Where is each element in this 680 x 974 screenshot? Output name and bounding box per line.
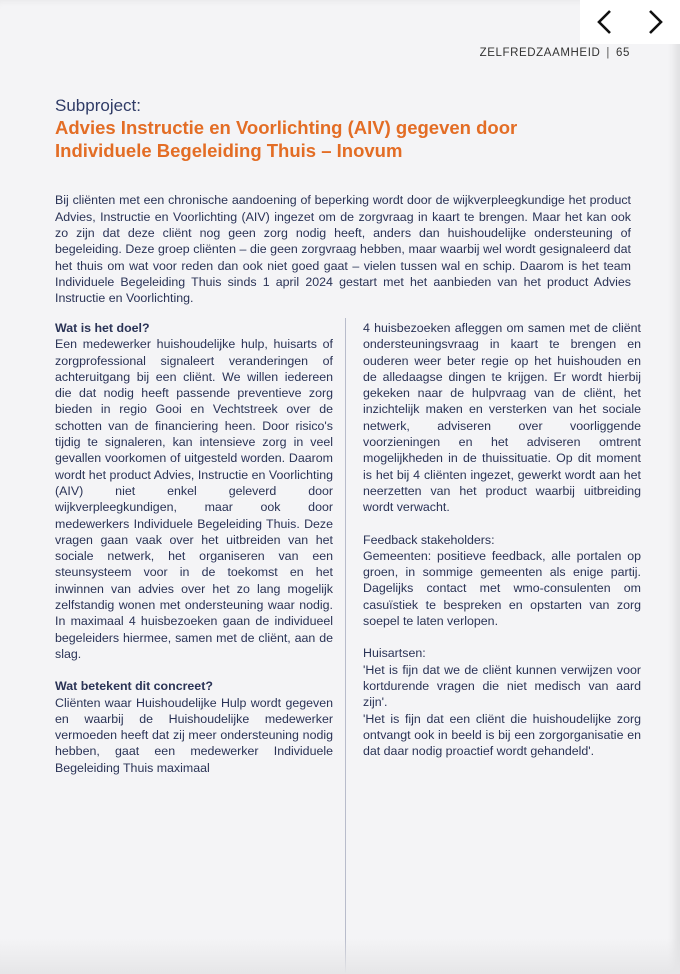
main-title-line-2: Individuele Begeleiding Thuis – Inovum: [55, 140, 403, 161]
feedback-heading: Feedback stakeholders:: [363, 532, 495, 547]
next-page-button[interactable]: [635, 2, 675, 42]
left-column: [55, 320, 333, 776]
previous-page-button[interactable]: [585, 2, 625, 42]
subproject-label: Subproject:: [55, 96, 141, 115]
title-block: [55, 96, 615, 162]
section-name: ZELFREDZAAMHEID: [479, 47, 601, 59]
header-separator: |: [606, 47, 610, 59]
right-column: [363, 320, 641, 759]
concreet-paragraph: Cliënten waar Huishoudelijke Hulp wordt gegeven en waarbij de Huishoudelijke medewerker vermoeden heeft dat zij meer ondersteuning nodig hebben, gaat een medewerker Individuele Begeleiding Thuis maximaal: [55, 695, 333, 775]
chevron-left-icon: [594, 8, 616, 36]
continued-paragraph: 4 huisbezoeken afleggen om samen met de cliënt ondersteuningsvraag in kaart te brengen en ouderen weer beter regie op het huishouden en de alledaagse dingen te krijgen. Er wordt hierbij gekeken naar de hulpvraag van de cliënt, het inzichtelijk maken en versterken van het sociale netwerk, adviseren over voorliggende voorzieningen en het adviseren omtrent mogelijkheden in de thuissituatie. Op dit moment is het bij 4 cliënten ingezet, gewerkt wordt aan het neerzetten van het product waarbij uitbreiding wordt verwacht.: [363, 321, 641, 515]
huisartsen-heading: Huisartsen:: [363, 646, 426, 661]
doel-paragraph: Een medewerker huishoudelijke hulp, huisarts of zorgprofessional signaleert veranderingen of achteruitgang bij een cliënt. We willen iedereen die dat nodig heeft passende preventieve zorg bieden in regio Gooi en Vechtstreek over de schotten van de financiering heen. Door risico's tijdig te signaleren, kan intensieve zorg in veel gevallen voorkomen of uitgesteld worden. Daarom wordt het product Advies, Instructie en Voorlichting (AIV) niet enkel geleverd door wijkverpleegkundigen, maar ook door medewerkers Individuele Begeleiding Thuis. Deze vragen gaan vaak over het uitbreiden van het sociale netwerk, het organiseren van een steunsysteem voor in de toekomst en het inwinnen van advies over het zo lang mogelijk zelfstandig wonen met ondersteuning waar nodig. In maximaal 4 huisbezoeken gaan de individueel begeleiders hiermee, samen met de cliënt, aan de slag.: [55, 337, 333, 661]
page-navigation: [580, 0, 680, 44]
intro-paragraph: Bij cliënten met een chronische aandoening of beperking wordt door de wijkverpleegkundige het product Advies, Instructie en Voorlichting (AIV) ingezet om de zorgvraag in kaart te brengen. Maar het kan ook zo zijn dat deze cliënt nog geen zorg nodig heeft, anders dan huishoudelijke ondersteuning of begeleiding. Deze groep cliënten – die geen zorgvraag hebben, maar waarbij wel wordt gesignaleerd dat het thuis om wat voor reden dan ook niet goed gaat – vielen tussen wal en schip. Daarom is het team Individuele Begeleiding Thuis sinds 1 april 2024 gestart met het aanbieden van het product Advies Instructie en Voorlichting.: [55, 193, 631, 306]
running-header: [480, 47, 630, 59]
page-number: 65: [616, 47, 630, 59]
column-divider: [345, 318, 346, 974]
doel-heading: Wat is het doel?: [55, 321, 150, 335]
huisartsen-quote-1: 'Het is fijn dat we de cliënt kunnen verwijzen voor kortdurende vragen die niet medisch van aard zijn'.: [363, 662, 641, 710]
huisartsen-quote-2: 'Het is fijn dat een cliënt die huishoudelijke zorg ontvangt ook in beeld is bij een zorgorganisatie en dat daar nodig proactief wordt gehandeld'.: [363, 711, 641, 759]
chevron-right-icon: [644, 8, 666, 36]
main-title-line-1: Advies Instructie en Voorlichting (AIV) gegeven door: [55, 117, 518, 138]
concreet-heading: Wat betekent dit concreet?: [55, 679, 213, 694]
feedback-paragraph: Gemeenten: positieve feedback, alle portalen op groen, in sommige gemeenten als enige partij. Dagelijks contact met wmo-consulenten om casuïstiek te bespreken en opstarten van zorg soepel te laten verlopen.: [363, 548, 641, 629]
